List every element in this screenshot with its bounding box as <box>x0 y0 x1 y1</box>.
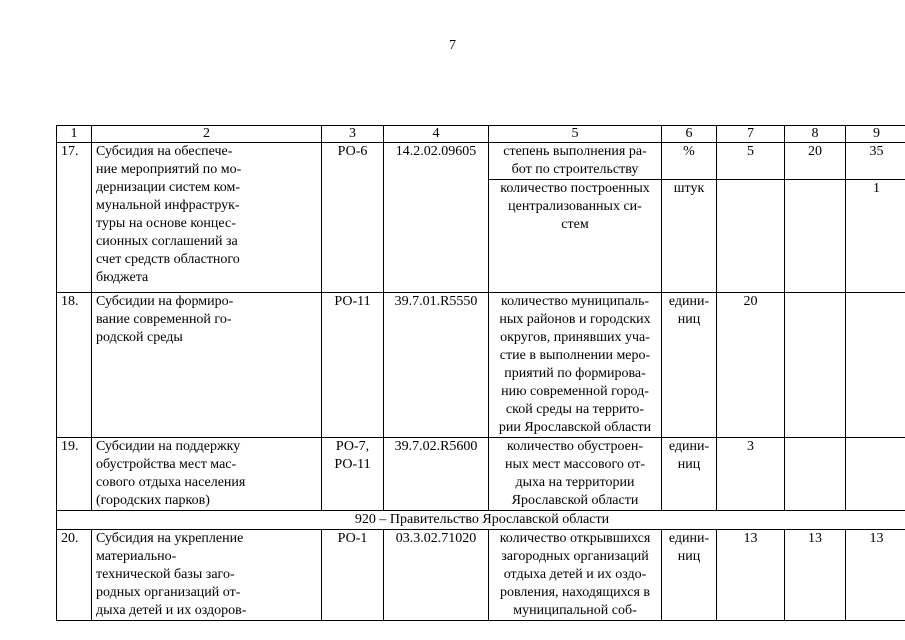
subsidy-name: Субсидии на поддержку обустройства мест мас- сового отдыха населения (городских парков) <box>92 438 322 511</box>
indicator-name: степень выполнения ра- бот по строительству <box>489 143 662 180</box>
table-row <box>57 293 905 438</box>
budget-code: 14.2.02.09605 <box>384 143 489 293</box>
indicator-unit: едини- ниц <box>662 293 717 438</box>
indicator-unit: едини- ниц <box>662 530 717 621</box>
value-col7: 3 <box>717 438 785 511</box>
header-cell: 3 <box>322 126 384 143</box>
indicator-name: количество построенных централизованных си- стем <box>489 180 662 293</box>
header-cell: 4 <box>384 126 489 143</box>
value-col7: 20 <box>717 293 785 438</box>
table-row <box>57 143 905 180</box>
value-col9: 13 <box>846 530 905 621</box>
value-col8 <box>785 438 846 511</box>
budget-code: 39.7.02.R5600 <box>384 438 489 511</box>
program-code: РО-11 <box>322 293 384 438</box>
value-col9 <box>846 293 905 438</box>
subsidy-name: Субсидии на формиро- вание современной го- родской среды <box>92 293 322 438</box>
header-cell: 5 <box>489 126 662 143</box>
indicator-name: количество обустроен- ных мест массового от- дыха на территории Ярославской области <box>489 438 662 511</box>
value-col9: 35 <box>846 143 905 180</box>
value-col7: 5 <box>717 143 785 180</box>
row-number: 17. <box>57 143 92 293</box>
header-cell: 2 <box>92 126 322 143</box>
value-col9 <box>846 438 905 511</box>
section-heading: 920 – Правительство Ярославской области <box>57 511 905 530</box>
budget-code: 03.3.02.71020 <box>384 530 489 621</box>
subsidy-name: Субсидия на обеспече- ние мероприятий по мо- дернизации систем ком- мунальной инфраструк- туры на основе концес- сионных соглашений за счет средств областного бюджета <box>92 143 322 293</box>
value-col9: 1 <box>846 180 905 293</box>
indicator-unit: % <box>662 143 717 180</box>
value-col8: 20 <box>785 143 846 180</box>
table-row <box>57 438 905 511</box>
table-row <box>57 530 905 621</box>
value-col7: 13 <box>717 530 785 621</box>
section-row <box>57 511 905 530</box>
program-code: РО-7, РО-11 <box>322 438 384 511</box>
header-cell: 1 <box>57 126 92 143</box>
value-col7 <box>717 180 785 293</box>
program-code: РО-6 <box>322 143 384 293</box>
program-code: РО-1 <box>322 530 384 621</box>
header-cell: 6 <box>662 126 717 143</box>
row-number: 18. <box>57 293 92 438</box>
row-number: 20. <box>57 530 92 621</box>
header-cell: 9 <box>846 126 905 143</box>
header-cell: 7 <box>717 126 785 143</box>
subsidy-name: Субсидия на укрепление материально- технической базы заго- родных организаций от- дыха детей и их оздоров- <box>92 530 322 621</box>
subsidy-table <box>56 125 905 621</box>
indicator-name: количество муниципаль- ных районов и городских округов, принявших уча- стие в выполнении меро- приятий по формирова- нию современной город- ской среды на террито- рии Ярославской области <box>489 293 662 438</box>
indicator-name: количество открывшихся загородных организаций отдыха детей и их оздо- ровления, находящихся в муниципальной соб- <box>489 530 662 621</box>
header-cell: 8 <box>785 126 846 143</box>
value-col8 <box>785 180 846 293</box>
indicator-unit: едини- ниц <box>662 438 717 511</box>
page-number: 7 <box>449 38 456 53</box>
value-col8: 13 <box>785 530 846 621</box>
value-col8 <box>785 293 846 438</box>
row-number: 19. <box>57 438 92 511</box>
budget-code: 39.7.01.R5550 <box>384 293 489 438</box>
header-row <box>57 126 905 143</box>
indicator-unit: штук <box>662 180 717 293</box>
